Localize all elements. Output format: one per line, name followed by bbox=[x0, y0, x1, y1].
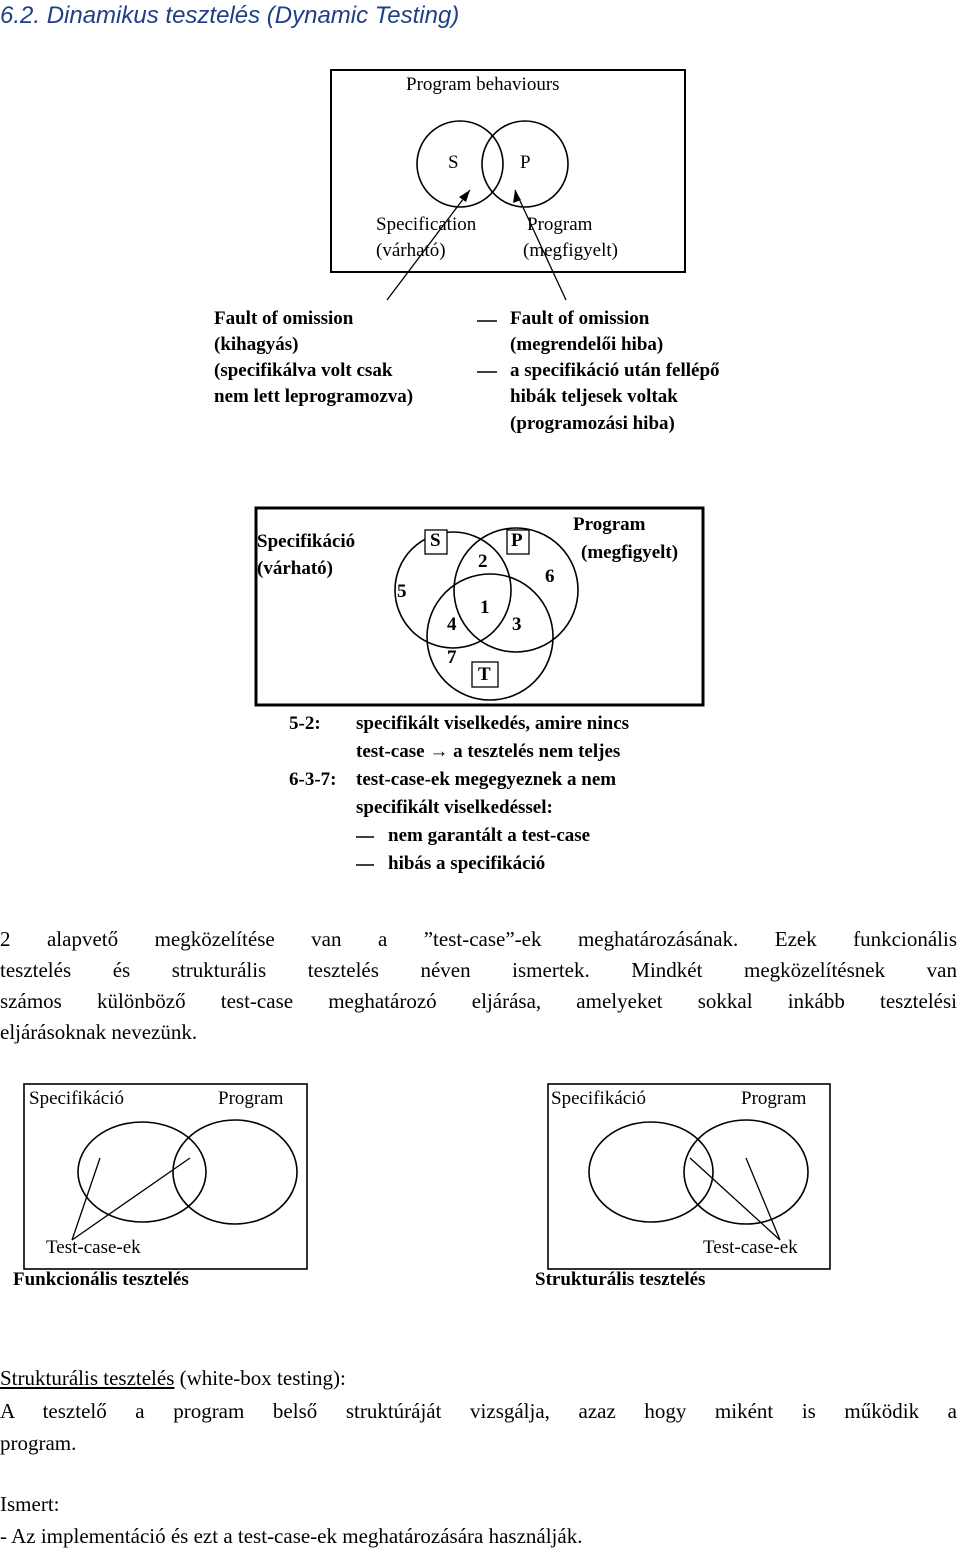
box-p-label: P bbox=[511, 530, 523, 551]
left-note-2: (kihagyás) bbox=[214, 334, 299, 355]
section-line-2: program. bbox=[0, 1431, 77, 1455]
known-label: Ismert: bbox=[0, 1492, 60, 1516]
left-note-4: nem lett leprogramozva) bbox=[214, 386, 414, 407]
left-caption: Funkcionális tesztelés bbox=[13, 1269, 189, 1290]
legend-bullet-2: hibás a specifikáció bbox=[388, 853, 546, 874]
left-note-1: Fault of omission bbox=[214, 308, 354, 329]
page-heading: 6.2. Dinamikus tesztelés (Dynamic Testing) bbox=[0, 2, 460, 29]
section-term: Strukturális tesztelés bbox=[0, 1366, 175, 1390]
right-note-2: (megrendelői hiba) bbox=[510, 334, 664, 355]
left-tc-line-2 bbox=[72, 1158, 190, 1240]
region-4: 4 bbox=[447, 614, 457, 635]
right-note-5: (programozási hiba) bbox=[510, 413, 675, 434]
right-tc-line-1 bbox=[746, 1158, 780, 1240]
spec-title-1: Specifikáció bbox=[257, 531, 356, 552]
right-caption: Strukturális tesztelés bbox=[535, 1269, 706, 1290]
right-spec-label: Specifikáció bbox=[551, 1088, 646, 1109]
paragraph-line-1: 2 alapvető megközelítése van a ”test-case”-ek meghatározásának. Ezek funkcionális bbox=[0, 927, 957, 951]
program-title-1: Program bbox=[573, 514, 646, 535]
legend-bullet-1: nem garantált a test-case bbox=[388, 825, 591, 846]
section-line-1: A tesztelő a program belső struktúráját vizsgálja, azaz hogy miként is működik a bbox=[0, 1399, 957, 1423]
right-spec-ellipse bbox=[589, 1122, 713, 1222]
behaviours-title: Program behaviours bbox=[406, 74, 560, 95]
set-p-label: P bbox=[520, 152, 531, 173]
spec-label-1: Specification bbox=[376, 214, 477, 235]
spec-label-2: (várható) bbox=[376, 240, 446, 261]
right-note-3: a specifikáció után fellépő bbox=[510, 360, 720, 381]
legend-test-case: test-case bbox=[356, 741, 425, 762]
legend-line-1a: specifikált viselkedés, amire nincs bbox=[356, 713, 630, 734]
known-item: - Az implementáció és ezt a test-case-ek meghatározására használják. bbox=[0, 1524, 583, 1548]
region-5: 5 bbox=[397, 581, 407, 602]
set-s-label: S bbox=[448, 152, 459, 173]
region-6: 6 bbox=[545, 566, 555, 587]
paragraph-line-4: eljárásoknak nevezünk. bbox=[0, 1020, 198, 1044]
legend-line-2a: test-case-ek megegyeznek a nem bbox=[356, 769, 617, 790]
program-label-1: Program bbox=[527, 214, 593, 235]
right-note-4: hibák teljesek voltak bbox=[510, 386, 678, 407]
program-title-2: (megfigyelt) bbox=[581, 542, 679, 563]
implies-arrow: → bbox=[429, 741, 449, 762]
spec-title-2: (várható) bbox=[257, 558, 333, 579]
left-program-label: Program bbox=[218, 1088, 284, 1109]
left-spec-label: Specifikáció bbox=[29, 1088, 124, 1109]
left-program-ellipse bbox=[173, 1120, 297, 1224]
left-spec-ellipse bbox=[78, 1122, 206, 1222]
box-t-label: T bbox=[478, 664, 491, 685]
section-title bbox=[0, 1363, 346, 1394]
region-3: 3 bbox=[512, 614, 522, 635]
right-program-label: Program bbox=[741, 1088, 807, 1109]
region-2: 2 bbox=[478, 551, 488, 572]
left-tc-line-1 bbox=[72, 1158, 100, 1240]
legend-key-1: 5-2: bbox=[289, 713, 321, 734]
box-s-label: S bbox=[430, 530, 441, 551]
right-note-1: Fault of omission bbox=[510, 308, 650, 329]
legend-line-2b: specifikált viselkedéssel: bbox=[356, 797, 553, 818]
right-testcase-label: Test-case-ek bbox=[703, 1237, 798, 1258]
left-testcase-label: Test-case-ek bbox=[46, 1237, 141, 1258]
region-1: 1 bbox=[480, 597, 490, 618]
left-note-3: (specifikálva volt csak bbox=[214, 360, 393, 381]
section-term-rest: (white-box testing): bbox=[174, 1366, 346, 1390]
program-label-2: (megfigyelt) bbox=[523, 240, 618, 261]
paragraph-line-2: tesztelés és strukturális tesztelés néven ismertek. Mindkét megközelítésnek van bbox=[0, 958, 957, 982]
region-7: 7 bbox=[447, 647, 457, 668]
legend-not-complete: a tesztelés nem teljes bbox=[453, 741, 621, 762]
paragraph-line-3: számos különböző test-case meghatározó eljárása, amelyeket sokkal inkább tesztelési bbox=[0, 989, 957, 1013]
legend-key-2: 6-3-7: bbox=[289, 769, 337, 790]
